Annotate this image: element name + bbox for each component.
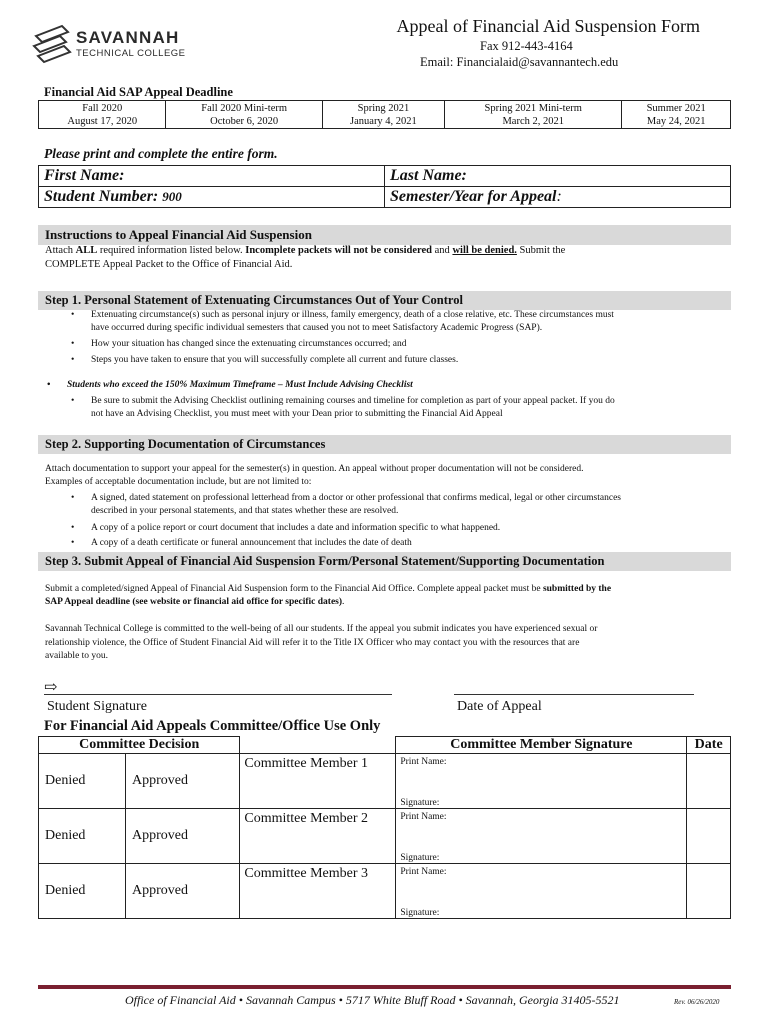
committee-member-label: Committee Member 2 (240, 809, 396, 864)
committee-table (38, 736, 731, 919)
approved-option[interactable]: Approved (126, 864, 240, 919)
approved-option[interactable]: Approved (126, 754, 240, 809)
member-date-cell[interactable] (687, 809, 731, 864)
logo-subtitle: TECHNICAL COLLEGE (76, 48, 186, 59)
step2-bullet: • A copy of a police report or court document that includes a date and information specific to what happened. (71, 523, 501, 533)
revision-date: Rev. 06/26/2020 (674, 998, 720, 1006)
step3-text: Submit a completed/signed Appeal of Financial Aid Suspension form to the Financial Aid Office. Complete appeal packet must be submitted by the SAP Appeal deadline (see website or financial aid office for specific dates). (45, 584, 612, 607)
semester-year-field[interactable]: Semester/Year for Appeal: (385, 187, 731, 208)
step1-bullet: • How your situation has changed since the extenuating circumstances occurred; and (71, 339, 407, 349)
member-signature-cell[interactable]: Print Name: Signature: (396, 754, 687, 809)
student-signature-label: Student Signature (47, 699, 147, 714)
arrow-icon: ⇨ (44, 679, 58, 696)
col-signature-header: Committee Member Signature (396, 737, 687, 754)
denied-option[interactable]: Denied (39, 864, 126, 919)
member-date-cell[interactable] (687, 754, 731, 809)
deadline-cell: Fall 2020 Mini-term October 6, 2020 (166, 101, 322, 129)
member-date-cell[interactable] (687, 864, 731, 919)
footer-divider (38, 985, 731, 989)
deadline-cell: Summer 2021 May 24, 2021 (622, 101, 731, 129)
fax-number: Fax 912-443-4164 (480, 39, 573, 53)
deadline-heading: Financial Aid SAP Appeal Deadline (44, 85, 233, 99)
logo-name: SAVANNAH (76, 28, 180, 47)
student-info-table (38, 165, 731, 208)
committee-member-label: Committee Member 1 (240, 754, 396, 809)
first-name-field[interactable]: First Name: (39, 166, 385, 187)
denied-option[interactable]: Denied (39, 809, 126, 864)
date-of-appeal-line[interactable] (454, 694, 694, 695)
last-name-field[interactable]: Last Name: (385, 166, 731, 187)
date-of-appeal-label: Date of Appeal (457, 699, 542, 714)
step1-heading: Step 1. Personal Statement of Extenuating Circumstances Out of Your Control (38, 291, 731, 310)
instructions-heading: Instructions to Appeal Financial Aid Suspension (38, 225, 731, 245)
deadline-cell: Spring 2021 Mini-term March 2, 2021 (445, 101, 622, 129)
step1-bullet: • Be sure to submit the Advising Checklist outlining remaining courses and timeline for completion as part of your appeal packet. If you do not have an Advising Checklist, you must meet with your Dean prior to submitting the Financial Aid Appeal (71, 396, 615, 419)
deadline-cell: Fall 2020 August 17, 2020 (39, 101, 166, 129)
step2-heading: Step 2. Supporting Documentation of Circumstances (38, 435, 731, 454)
step2-bullet: • A copy of a death certificate or funeral announcement that includes the date of death (71, 538, 412, 548)
step2-text: Attach documentation to support your appeal for the semester(s) in question. An appeal without proper documentation will not be considered. Examples of acceptable documentation include, but are not limited to: (45, 464, 584, 487)
student-signature-line[interactable] (44, 694, 392, 695)
college-logo (32, 20, 192, 70)
approved-option[interactable]: Approved (126, 809, 240, 864)
deadline-cell: Spring 2021 January 4, 2021 (322, 101, 444, 129)
committee-member-label: Committee Member 3 (240, 864, 396, 919)
step1-bullet: • Extenuating circumstance(s) such as personal injury or illness, family emergency, death of a close relative, etc. These circumstances must have occurred during specific individual semesters that caused you not to meet Satisfactory Academic Progress (SAP). (71, 310, 614, 333)
deadline-table (38, 100, 731, 129)
instructions-text: Attach ALL required information listed below. Incomplete packets will not be considered and will be denied. Submit the COMPLETE Appeal Packet to the Office of Financial Aid. (45, 245, 566, 270)
student-number-field[interactable]: Student Number: 900 (39, 187, 385, 208)
print-instruction: Please print and complete the entire form. (44, 146, 278, 161)
col-decision-header: Committee Decision (39, 737, 240, 754)
footer-address: Office of Financial Aid • Savannah Campus • 5717 White Bluff Road • Savannah, Georgia 31405-5521 (125, 993, 620, 1007)
step1-bullet: • Students who exceed the 150% Maximum Timeframe – Must Include Advising Checklist (47, 380, 413, 390)
email-address: Email: Financialaid@savannantech.edu (420, 55, 619, 69)
title-ix-notice: Savannah Technical College is committed to the well-being of all our students. If the appeal you submit indicates you have experienced sexual or relationship violence, the Office of Student Financial Aid will refer it to the Title IX Officer who may contact you with the resources that are available to you. (45, 624, 598, 661)
member-signature-cell[interactable]: Print Name: Signature: (396, 809, 687, 864)
step3-heading: Step 3. Submit Appeal of Financial Aid Suspension Form/Personal Statement/Supporting Documentation (38, 552, 731, 571)
denied-option[interactable]: Denied (39, 754, 126, 809)
col-date-header: Date (687, 737, 731, 754)
committee-heading: For Financial Aid Appeals Committee/Office Use Only (44, 718, 381, 734)
member-signature-cell[interactable]: Print Name: Signature: (396, 864, 687, 919)
step1-bullet: • Steps you have taken to ensure that you will successfully complete all current and future classes. (71, 355, 459, 365)
form-title: Appeal of Financial Aid Suspension Form (396, 16, 700, 36)
step2-bullet: • A signed, dated statement on professional letterhead from a doctor or other professional that confirms medical, legal or other circumstances described in your personal statements, and that states whether these are resolved. (71, 493, 621, 516)
logo-emblem-icon (32, 22, 72, 66)
